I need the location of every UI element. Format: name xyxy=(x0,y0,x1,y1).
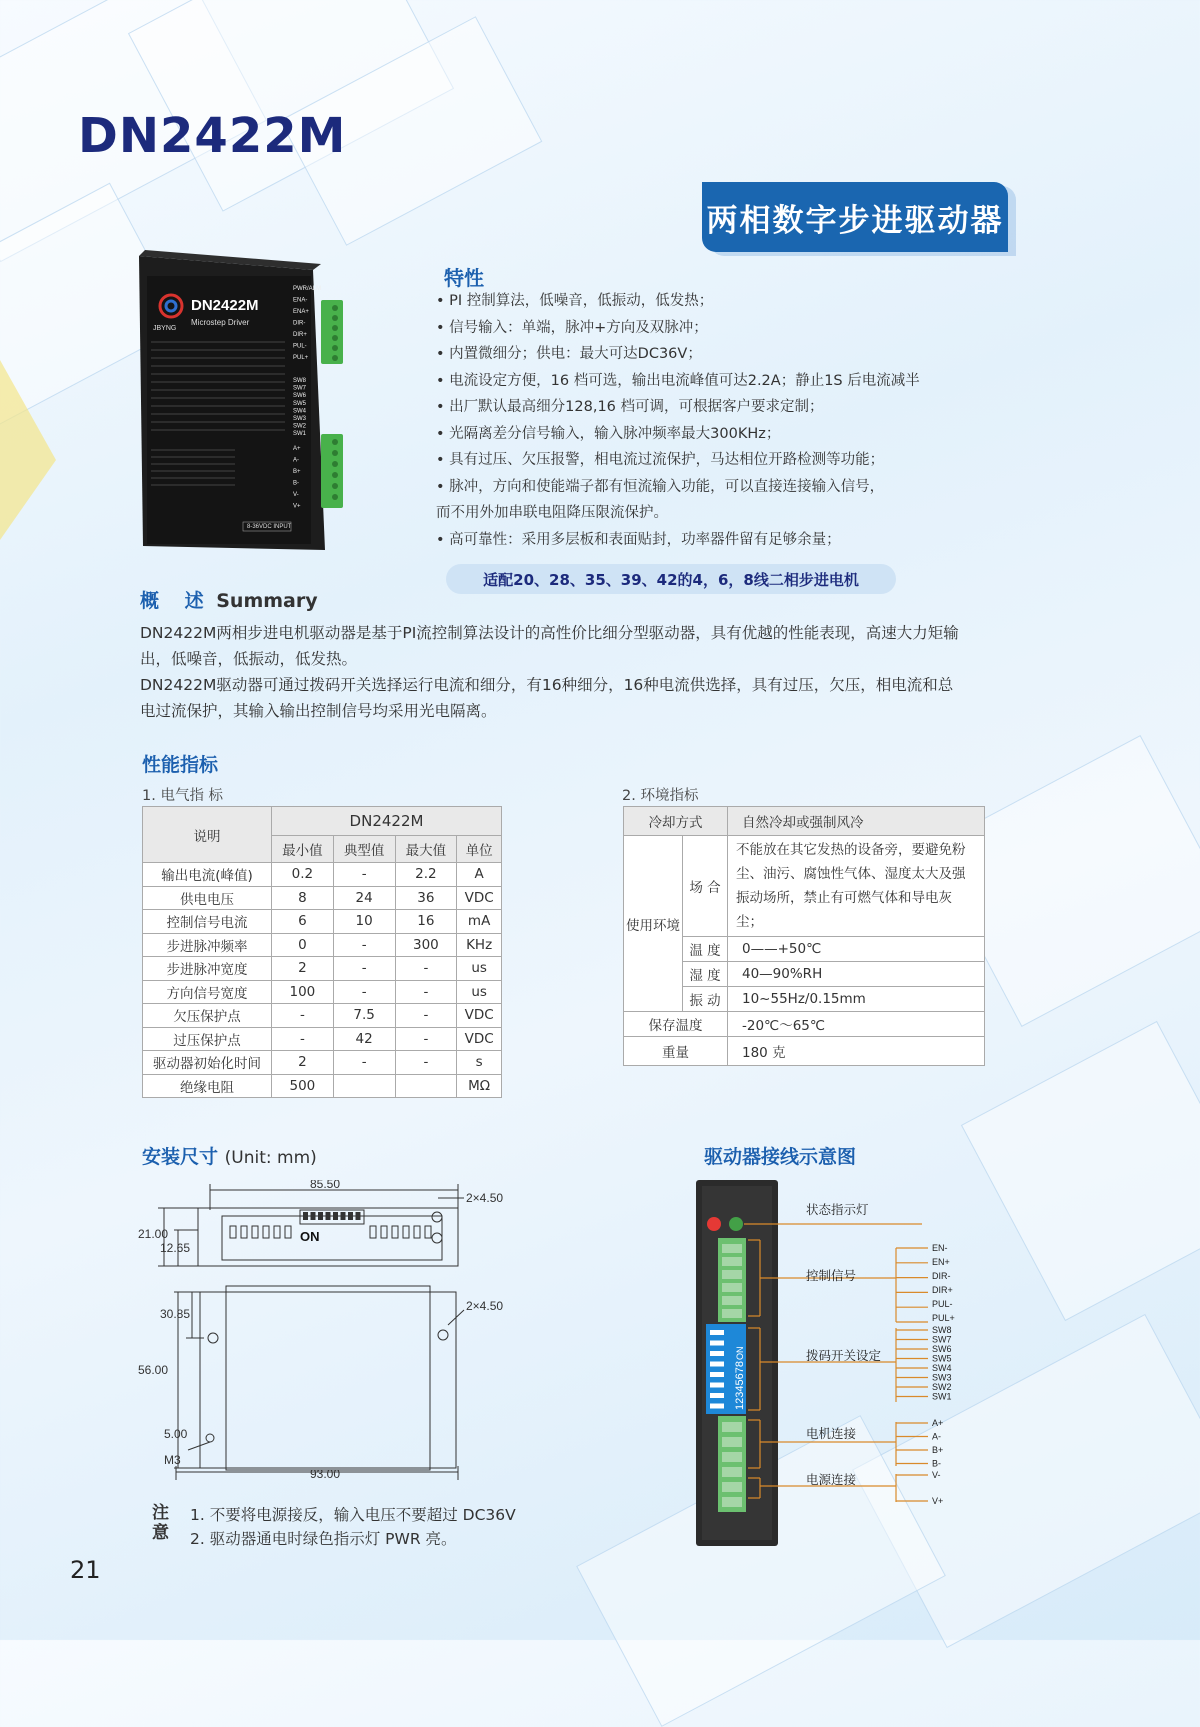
dip-key xyxy=(710,1341,724,1346)
dip-key xyxy=(710,1351,724,1356)
row-label: 供电电压 xyxy=(143,886,272,910)
table-cell: VDC xyxy=(457,886,502,910)
terminal-outline xyxy=(241,1226,247,1238)
dim-hole-mid: 2×4.50 xyxy=(466,1299,504,1313)
wiring-pin-label: PUL+ xyxy=(932,1313,955,1323)
summary-paragraph-2: DN2422M驱动器可通过拨码开关选择运行电流和细分，有16种细分，16种电流供选择，具有过压，欠压，相电流和总电过流保护，其输入输出控制信号均采用光电隔离。 xyxy=(140,676,954,720)
wiring-pin-label: SW5 xyxy=(932,1353,952,1364)
wiring-pin-label: V+ xyxy=(932,1496,944,1506)
summary-title-en: Summary xyxy=(216,590,318,612)
table-cell: 36 xyxy=(395,886,457,910)
feature-item: • 电流设定方便，16 档可选，输出电流峰值可达2.2A；静止1S 后电流减半 xyxy=(436,372,920,389)
dip-key-outline xyxy=(356,1212,361,1220)
table-row xyxy=(143,863,502,887)
environment-spec-table xyxy=(623,806,985,1066)
cooling-value: 自然冷却或强制风冷 xyxy=(728,807,985,836)
terminal-screw xyxy=(332,345,338,351)
table-cell: - xyxy=(395,1027,457,1051)
table-cell: 10 xyxy=(333,910,395,934)
row-label: 绝缘电阻 xyxy=(143,1074,272,1098)
wiring-pin-label: SW3 xyxy=(932,1372,952,1383)
terminal-outline xyxy=(392,1226,398,1238)
label-motor-conn: 电机连接 xyxy=(806,1427,857,1441)
product-type: Microstep Driver xyxy=(191,318,250,327)
row-label: 方向信号宽度 xyxy=(143,980,272,1004)
table-cell: us xyxy=(457,957,502,981)
wiring-pin-label: B- xyxy=(932,1458,941,1469)
product-pin-label: SW8 xyxy=(293,378,307,384)
table-cell: s xyxy=(457,1051,502,1075)
product-pin-label: V+ xyxy=(293,503,301,510)
product-pin-label: DIR- xyxy=(293,320,306,327)
product-pin-label: SW4 xyxy=(293,408,307,415)
wiring-pin-label: DIR- xyxy=(932,1271,951,1281)
environment-table-label: 2. 环境指标 xyxy=(622,788,699,804)
wiring-pin-label: SW1 xyxy=(932,1391,952,1402)
table-cell: A xyxy=(457,863,502,887)
terminal-screw xyxy=(332,461,338,467)
wiring-pin-label: EN- xyxy=(932,1243,948,1253)
wiring-pin-label: B+ xyxy=(932,1445,944,1455)
table-row xyxy=(143,933,502,957)
header-model: DN2422M xyxy=(272,807,502,836)
table-row xyxy=(143,980,502,1004)
table-row xyxy=(143,957,502,981)
table-cell: 7.5 xyxy=(333,1004,395,1028)
table-cell: 24 xyxy=(333,886,395,910)
table-cell: 300 xyxy=(395,933,457,957)
product-pin-label: B- xyxy=(293,480,299,487)
note-2: 2. 驱动器通电时绿色指示灯 PWR 亮。 xyxy=(190,1530,457,1548)
terminal-slot xyxy=(722,1257,742,1266)
column-header: 单位 xyxy=(457,836,502,863)
install-title-text: 安装尺寸 xyxy=(142,1146,219,1168)
table-cell: us xyxy=(457,980,502,1004)
weight-label: 重量 xyxy=(624,1037,728,1066)
terminal-outline xyxy=(370,1226,376,1238)
terminal-outline xyxy=(252,1226,258,1238)
product-pin-label: ENA+ xyxy=(293,309,309,315)
wiring-pin-label: SW7 xyxy=(932,1334,952,1345)
dip-key xyxy=(710,1362,724,1367)
table-cell: - xyxy=(333,957,395,981)
terminal-screw xyxy=(332,325,338,331)
dip-key xyxy=(710,1404,724,1409)
table-cell xyxy=(395,1074,457,1098)
product-pin-label: SW1 xyxy=(293,431,307,438)
product-pin-label: SW7 xyxy=(293,385,307,392)
product-pin-label: SW5 xyxy=(293,400,307,407)
terminal-screw xyxy=(332,494,338,500)
terminal-slot xyxy=(722,1422,742,1432)
summary-title xyxy=(140,586,318,613)
site-value: 不能放在其它发热的设备旁，要避免粉尘、油污、腐蚀性气体、湿度太大及强振动场所，禁止有可燃气体和导电灰尘； xyxy=(728,836,985,937)
terminal-screw xyxy=(332,472,338,478)
table-row xyxy=(143,1004,502,1028)
feature-item: • 具有过压、欠压报警，相电流过流保护，马达相位开路检测等功能； xyxy=(436,452,885,468)
dimension-drawing xyxy=(138,1180,538,1490)
product-model: DN2422M xyxy=(191,297,259,314)
weight-value: 180 克 xyxy=(728,1037,985,1066)
table-cell: 2 xyxy=(272,957,334,981)
electrical-spec-table xyxy=(142,806,502,1098)
terminal-slot xyxy=(722,1296,742,1305)
feature-item: • 出厂默认最高细分128,16 档可调，可根据客户要求定制； xyxy=(436,399,824,415)
table-cell: VDC xyxy=(457,1004,502,1028)
wiring-pin-label: DIR+ xyxy=(932,1285,953,1295)
label-power-conn: 电源连接 xyxy=(806,1473,857,1487)
dim-width-bottom: 93.00 xyxy=(310,1467,341,1481)
dip-key-outline xyxy=(326,1212,331,1220)
table-cell: 16 xyxy=(395,910,457,934)
wiring-pin-label: SW8 xyxy=(932,1325,952,1335)
table-cell: 42 xyxy=(333,1027,395,1051)
feature-item: • 内置微细分；供电：最大可达DC36V； xyxy=(436,346,702,362)
label-status-led: 状态指示灯 xyxy=(806,1203,869,1217)
row-label: 步进脉冲频率 xyxy=(143,933,272,957)
performance-title: 性能指标 xyxy=(142,754,219,776)
electrical-table-label: 1. 电气指 标 xyxy=(142,788,224,804)
terminal-screw xyxy=(332,335,338,341)
vibration-value: 10~55Hz/0.15mm xyxy=(728,987,985,1012)
table-cell: - xyxy=(395,1004,457,1028)
terminal-outline xyxy=(274,1226,280,1238)
dip-key-outline xyxy=(318,1212,323,1220)
column-header: 最大值 xyxy=(395,836,457,863)
row-label: 控制信号电流 xyxy=(143,910,272,934)
feature-item: • 信号输入：单端，脉冲+方向及双脉冲； xyxy=(436,319,708,336)
wiring-title: 驱动器接线示意图 xyxy=(704,1146,857,1168)
table-row xyxy=(143,910,502,934)
wiring-pin-label: SW6 xyxy=(932,1344,952,1354)
terminal-slot xyxy=(722,1452,742,1462)
row-label: 过压保护点 xyxy=(143,1027,272,1051)
table-cell: 2 xyxy=(272,1051,334,1075)
table-cell: - xyxy=(395,957,457,981)
product-pin-label: PUL- xyxy=(293,343,307,350)
dim-thread: M3 xyxy=(164,1453,181,1467)
terminal-outline xyxy=(425,1226,431,1238)
terminal-slot xyxy=(722,1497,742,1507)
terminal-outline xyxy=(381,1226,387,1238)
dim-h3: 30.85 xyxy=(160,1307,191,1321)
column-header: 最小值 xyxy=(272,836,334,863)
cooling-label: 冷却方式 xyxy=(624,807,728,836)
summary-paragraph-1: DN2422M两相步进电机驱动器是基于PI流控制算法设计的高性价比细分型驱动器，具有优越的性能表现，高速大力矩输出，低噪音，低振动，低发热。 xyxy=(140,624,959,668)
terminal-slot xyxy=(722,1437,742,1447)
row-label: 欠压保护点 xyxy=(143,1004,272,1028)
product-power-label: 8-36VDC INPUT xyxy=(247,524,292,530)
terminal-slot xyxy=(722,1283,742,1292)
env-label: 使用环境 xyxy=(624,836,683,1012)
row-label: 输出电流(峰值) xyxy=(143,863,272,887)
dim-h5: 5.00 xyxy=(164,1427,188,1441)
table-cell: - xyxy=(333,1051,395,1075)
row-label: 步进脉冲宽度 xyxy=(143,957,272,981)
terminal-screw xyxy=(332,483,338,489)
feature-item: • 光隔离差分信号输入，输入脉冲频率最大300KHz； xyxy=(436,425,781,442)
dip-numbers: 12345678 xyxy=(734,1361,746,1410)
terminal-screw xyxy=(332,450,338,456)
table-cell: - xyxy=(333,980,395,1004)
feature-item: • PI 控制算法，低噪音，低振动，低发热； xyxy=(436,293,714,309)
wiring-pin-label: EN+ xyxy=(932,1257,950,1267)
dim-switch-on: ON xyxy=(300,1229,320,1244)
features-list xyxy=(436,288,976,553)
product-pin-label: A- xyxy=(293,457,299,464)
background-panel xyxy=(961,1021,1200,1321)
install-title xyxy=(142,1142,317,1169)
storage-label: 保存温度 xyxy=(624,1012,728,1037)
table-cell: 100 xyxy=(272,980,334,1004)
product-pin-label: DIR+ xyxy=(293,332,307,338)
table-cell: 8 xyxy=(272,886,334,910)
subtitle-banner: 两相数字步进驱动器 xyxy=(702,182,1008,252)
table-cell: - xyxy=(333,863,395,887)
notes-label: 注意 xyxy=(152,1503,169,1543)
table-cell xyxy=(333,1074,395,1098)
table-row xyxy=(143,1027,502,1051)
storage-value: -20℃～65℃ xyxy=(728,1012,985,1037)
humidity-label: 湿 度 xyxy=(683,962,728,987)
table-cell: 0 xyxy=(272,933,334,957)
dim-h2: 12.65 xyxy=(160,1241,191,1255)
dip-key xyxy=(710,1372,724,1377)
dip-on: ON xyxy=(735,1346,745,1360)
page-title: DN2422M xyxy=(78,108,347,164)
feature-item: • 脉冲，方向和使能端子都有恒流输入功能，可以直接连接输入信号， xyxy=(436,478,885,495)
dip-key xyxy=(710,1383,724,1388)
terminal-screw xyxy=(332,439,338,445)
row-label: 驱动器初始化时间 xyxy=(143,1051,272,1075)
table-cell: mA xyxy=(457,910,502,934)
temp-value: 0——+50℃ xyxy=(728,937,985,962)
label-control-signal: 控制信号 xyxy=(806,1269,857,1283)
feature-item: 而不用外加串联电阻降压限流保护。 xyxy=(436,505,668,521)
terminal-outline xyxy=(403,1226,409,1238)
dip-key-outline xyxy=(341,1212,346,1220)
background-accent xyxy=(0,360,56,540)
terminal-slot xyxy=(722,1309,742,1318)
note-1: 1. 不要将电源接反，输入电压不要超过 DC36V xyxy=(190,1506,516,1524)
terminal-outline xyxy=(230,1226,236,1238)
product-pin-label: A+ xyxy=(293,446,301,452)
page-number: 21 xyxy=(70,1556,101,1584)
dim-h4: 56.00 xyxy=(138,1363,169,1377)
terminal-slot xyxy=(722,1270,742,1279)
table-cell: - xyxy=(333,933,395,957)
table-cell: 6 xyxy=(272,910,334,934)
terminal-slot xyxy=(722,1482,742,1492)
wiring-pin-label: SW2 xyxy=(932,1382,952,1392)
dip-key-outline xyxy=(348,1212,353,1220)
terminal-slot xyxy=(722,1244,742,1253)
dim-hole-top: 2×4.50 xyxy=(466,1191,504,1205)
terminal-slot xyxy=(722,1467,742,1477)
temp-label: 温 度 xyxy=(683,937,728,962)
dip-key-outline xyxy=(303,1212,308,1220)
table-cell: 500 xyxy=(272,1074,334,1098)
dip-key xyxy=(710,1393,724,1398)
table-row xyxy=(143,886,502,910)
product-pin-label: ENA- xyxy=(293,297,308,304)
table-cell: KHz xyxy=(457,933,502,957)
table-row xyxy=(143,1051,502,1075)
table-cell: VDC xyxy=(457,1027,502,1051)
table-cell: - xyxy=(395,1051,457,1075)
dip-key xyxy=(710,1330,724,1335)
product-pin-label: PUL+ xyxy=(293,355,309,361)
summary-body xyxy=(140,620,960,724)
label-dip-switch: 拨码开关设定 xyxy=(806,1349,882,1363)
dip-key-outline xyxy=(311,1212,316,1220)
table-cell: - xyxy=(395,980,457,1004)
product-photo xyxy=(135,250,365,560)
table-cell: 0.2 xyxy=(272,863,334,887)
terminal-outline xyxy=(285,1226,291,1238)
table-row xyxy=(143,1074,502,1098)
header-description: 说明 xyxy=(143,807,272,863)
dim-h1: 21.00 xyxy=(138,1227,169,1241)
terminal-screw xyxy=(332,355,338,361)
table-cell: MΩ xyxy=(457,1074,502,1098)
terminal-screw xyxy=(332,305,338,311)
vibration-label: 振 动 xyxy=(683,987,728,1012)
column-header: 典型值 xyxy=(333,836,395,863)
humidity-value: 40—90%RH xyxy=(728,962,985,987)
summary-title-cn: 概 述 xyxy=(140,590,204,612)
table-cell: - xyxy=(272,1004,334,1028)
wiring-diagram xyxy=(696,1178,966,1552)
site-label: 场 合 xyxy=(683,836,728,937)
product-pin-label: PWR/ALM xyxy=(293,286,322,292)
product-pin-label: SW6 xyxy=(293,393,307,400)
wiring-pin-label: PUL- xyxy=(932,1299,953,1309)
wiring-pin-label: A+ xyxy=(932,1418,944,1428)
wiring-pin-label: SW4 xyxy=(932,1363,952,1373)
product-pin-label: B+ xyxy=(293,469,301,475)
table-cell: 2.2 xyxy=(395,863,457,887)
table-cell: - xyxy=(272,1027,334,1051)
install-unit: (Unit: mm) xyxy=(224,1148,317,1168)
product-pin-label: V- xyxy=(293,492,299,498)
feature-item: • 高可靠性：采用多层板和表面贴封，功率器件留有足够余量； xyxy=(436,531,841,548)
dim-width-top: 85.50 xyxy=(310,1180,341,1191)
motor-compat-badge: 适配20、28、35、39、42的4，6，8线二相步进电机 xyxy=(446,564,896,594)
features-title: 特性 xyxy=(444,266,484,290)
product-pin-label: SW3 xyxy=(293,416,307,422)
terminal-outline xyxy=(263,1226,269,1238)
wiring-pin-label: A- xyxy=(932,1431,941,1442)
product-pin-label: SW2 xyxy=(293,423,307,430)
dip-key-outline xyxy=(333,1212,338,1220)
wiring-pin-label: V- xyxy=(932,1470,941,1480)
terminal-outline xyxy=(414,1226,420,1238)
terminal-screw xyxy=(332,315,338,321)
product-brand: JBYNG xyxy=(153,325,177,332)
